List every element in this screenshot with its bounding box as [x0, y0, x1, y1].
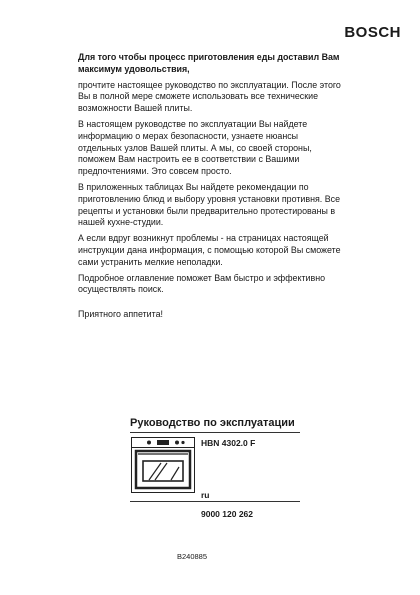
intro-heading: Для того чтобы процесс приготовления еды доставил Вам максимум удовольствия,	[78, 52, 340, 74]
intro-text-block	[78, 52, 344, 325]
manual-title: Руководство по эксплуатации	[130, 417, 295, 429]
part-number: 9000 120 262	[201, 509, 253, 519]
paragraph-recipe-tables: В приложенных таблицах Вы найдете рекомендации по приготовлению блюд и выбору уровня установки противня. Все рецепты и установки были предварительно протестированы в нашей кухне-студии.	[78, 181, 341, 228]
oven-illustration-icon	[131, 437, 195, 493]
paragraph-table-of-contents: Подробное оглавление поможет Вам быстро и эффективно осуществлять поиск.	[78, 272, 326, 295]
model-number: HBN 4302.0 F	[201, 438, 256, 448]
paragraph-read-manual: прочтите настоящее руководство по эксплуатации. После этого Вы в полной мере сможете использовать все технические возможности Вашей плиты.	[78, 79, 341, 114]
language-code: ru	[201, 490, 210, 500]
brand-logo: BOSCH	[344, 24, 401, 41]
closing-greeting: Приятного аппетита!	[78, 309, 164, 320]
paragraph-safety-info: В настоящем руководстве по эксплуатации Вы найдете информацию о мерах безопасности, узнаете нюансы отдельных узлов Вашей плиты. А мы, со своей стороны, поможем Вам настроить ее в соответствии с Вашими предпочтениями. Это совсем просто.	[78, 118, 312, 177]
paragraph-troubleshooting: А если вдруг возникнут проблемы - на страницах настоящей инструкции дана информация, с помощью которой Вы сможете сами устранить мелкие неполадки.	[78, 233, 341, 267]
title-divider	[130, 432, 300, 433]
document-code: B240885	[177, 552, 208, 561]
model-divider	[130, 501, 300, 502]
